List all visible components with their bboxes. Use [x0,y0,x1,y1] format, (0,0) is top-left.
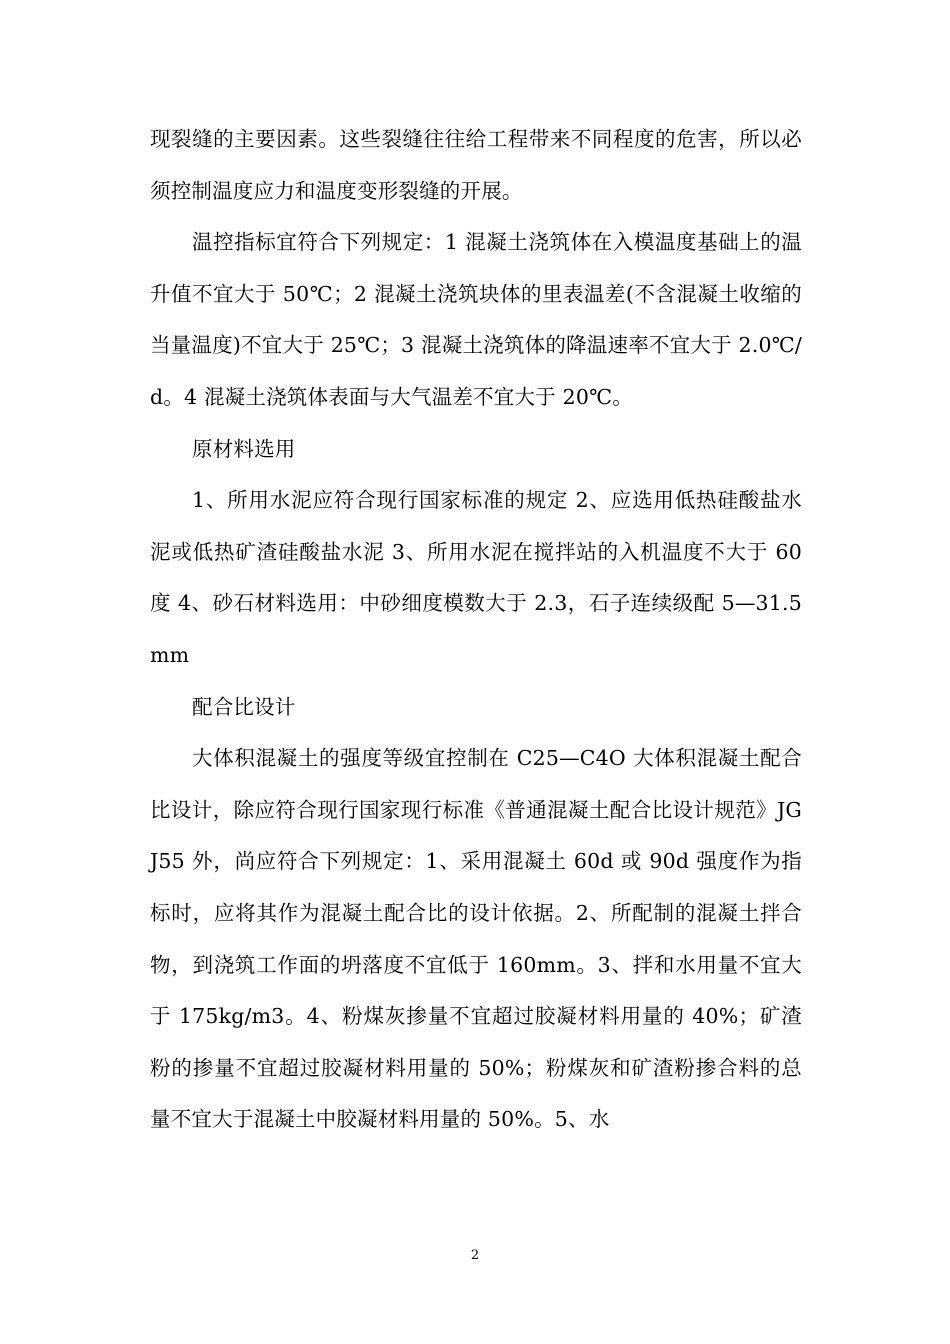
body-text [150,114,802,1146]
page-number: 2 [470,1248,480,1263]
paragraph-temperature-control: 温控指标宜符合下列规定：1 混凝土浇筑体在入模温度基础上的温升值不宜大于 50℃；2 混凝土浇筑块体的里表温差(不含混凝土收缩的当量温度)不宜大于 25℃；3 混凝土浇筑体的降温速率不宜大于 2.0℃/d。4 混凝土浇筑体表面与大气温差不宜大于 20℃。 [150,230,802,409]
section-heading-mix-design: 配合比设计 [192,694,296,719]
paragraph-raw-materials: 1、所用水泥应符合现行国家标准的规定 2、应选用低热硅酸盐水泥或低热矿渣硅酸盐水泥 3、所用水泥在搅拌站的入机温度不大于 60 度 4、砂石材料选用：中砂细度模数大于 2.3，石子连续级配 5—31.5mm [150,488,802,667]
section-heading-raw-materials: 原材料选用 [192,436,296,461]
paragraph-mix-design: 大体积混凝土的强度等级宜控制在 C25—C4O 大体积混凝土配合比设计，除应符合现行国家现行标准《普通混凝土配合比设计规范》JGJ55 外，尚应符合下列规定：1、采用混凝土 60d 或 90d 强度作为指标时，应将其作为混凝土配合比的设计依据。2、所配制的混凝土拌合物，到浇筑工作面的坍落度不宜低于 160mm。3、拌和水用量不宜大于 175kg/m3。4、粉煤灰掺量不宜超过胶凝材料用量的 40%；矿渣粉的掺量不宜超过胶凝材料用量的 50%；粉煤灰和矿渣粉掺合料的总量不宜大于混凝土中胶凝材料用量的 50%。5、水 [150,746,802,1132]
paragraph-intro-continuation: 现裂缝的主要因素。这些裂缝往往给工程带来不同程度的危害，所以必须控制温度应力和温度变形裂缝的开展。 [150,127,802,203]
